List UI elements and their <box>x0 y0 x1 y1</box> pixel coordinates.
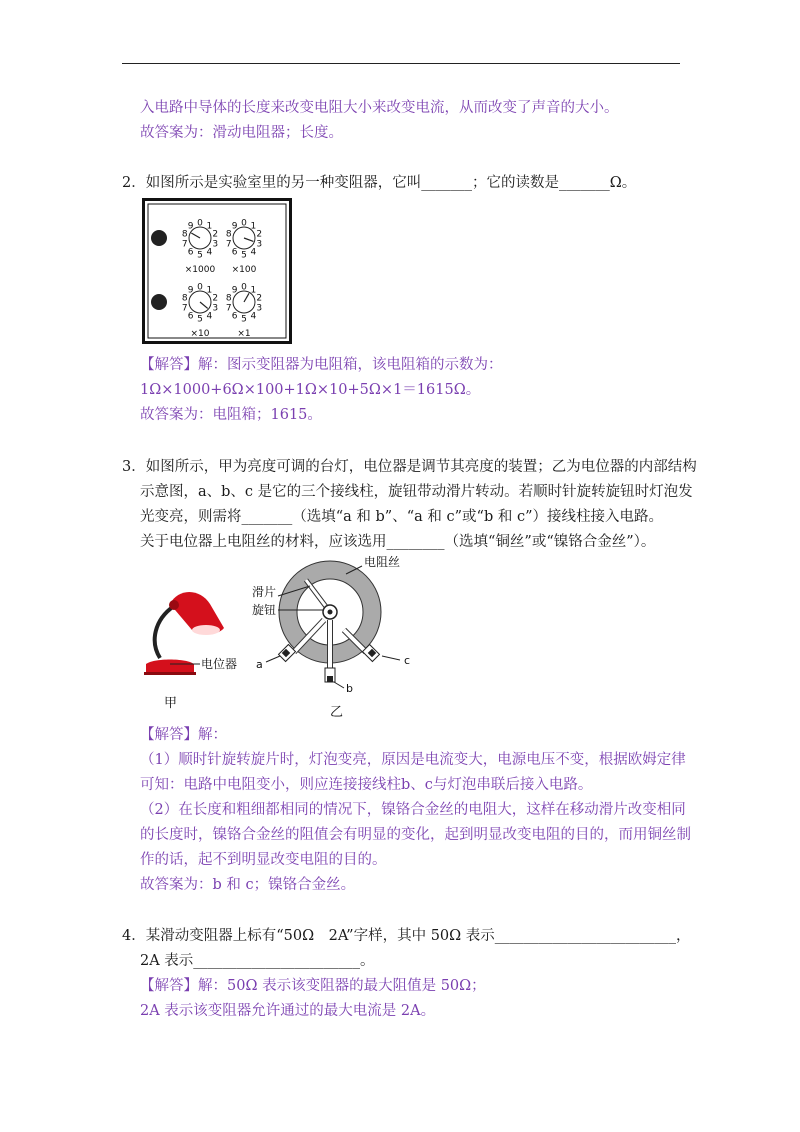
resistance-box-figure <box>142 198 292 344</box>
dial-digit: 6 <box>187 247 194 258</box>
desk-lamp-figure <box>134 580 254 710</box>
dial-digit: 3 <box>212 239 219 250</box>
question-4-line-2: 2A 表示_______________________。 <box>140 953 375 969</box>
dial-digit: 5 <box>241 250 247 261</box>
dial-multiplier: ×1 <box>237 329 251 339</box>
answer-4-line-1: 【解答】解：50Ω 表示该变阻器的最大阻值是 50Ω； <box>140 978 486 994</box>
label-slider: 滑片 <box>252 585 277 599</box>
label-terminal-c: c <box>404 654 411 667</box>
dial-digit: 6 <box>231 247 238 258</box>
answer-3-line-5: 作的话，起不到明显改变电阻的目的。 <box>140 852 387 868</box>
dial-digit: 2 <box>256 293 263 304</box>
dial-digit: 0 <box>241 218 247 229</box>
potentiometer-label: 电位器 <box>201 657 238 671</box>
dial-digit: 4 <box>250 247 257 258</box>
question-3-line-1: 3．如图所示，甲为亮度可调的台灯，电位器是调节其亮度的装置；乙为电位器的内部结构 <box>122 459 697 475</box>
dial-digit: 0 <box>197 282 203 293</box>
dial-digit: 4 <box>206 247 213 258</box>
answer-2-formula: 1Ω×1000+6Ω×100+1Ω×10+5Ω×1＝1615Ω。 <box>140 382 481 398</box>
dial-multiplier: ×100 <box>231 265 257 275</box>
answer-conclusion: 故答案为：滑动电阻器；长度。 <box>140 125 343 141</box>
answer-3-line-2: 可知：电路中电阻变小，则应连接接线柱b、c与灯泡串联后接入电路。 <box>140 777 593 793</box>
dial-digit: 9 <box>187 221 194 232</box>
caption-jia: 甲 <box>164 696 178 710</box>
dial-digit: 5 <box>197 250 203 261</box>
caption-yi: 乙 <box>330 705 344 720</box>
label-terminal-b: b <box>346 682 353 695</box>
answer-3-conclusion: 故答案为：b 和 c；镍铬合金丝。 <box>140 877 356 893</box>
dial-digit: 8 <box>225 293 232 304</box>
answer-3-line-1: （1）顺时针旋转旋片时，灯泡变亮，原因是电流变大，电源电压不变，根据欧姆定律 <box>140 752 686 768</box>
header-rule <box>122 63 680 64</box>
dial-digit: 1 <box>250 285 257 296</box>
dial-multiplier: ×1000 <box>184 265 216 275</box>
answer-2-conclusion: 故答案为：电阻箱；1615。 <box>140 407 322 423</box>
dial-digit: 6 <box>187 311 194 322</box>
question-3-line-4: 关于电位器上电阻丝的材料，应该选用________（选填“铜丝”或“镍铬合金丝”）。 <box>140 534 656 550</box>
dial-digit: 3 <box>256 239 263 250</box>
dial-digit: 9 <box>231 221 238 232</box>
question-3-line-2: 示意图，a、b、c 是它的三个接线柱，旋钮带动滑片转动。若顺时针旋转旋钮时灯泡发 <box>140 484 693 500</box>
question-2: 2．如图所示是实验室里的另一种变阻器，它叫_______；它的读数是_______Ω。 <box>122 175 637 191</box>
dial-digit: 3 <box>256 303 263 314</box>
question-4-line-1: 4．某滑动变阻器上标有“50Ω 2A”字样，其中 50Ω 表示_________________________， <box>122 928 691 944</box>
answer-3-heading: 【解答】解： <box>140 727 227 743</box>
answer-2-line-1: 【解答】解：图示变阻器为电阻箱，该电阻箱的示数为： <box>140 357 503 373</box>
terminal-knob-top <box>151 230 167 246</box>
label-terminal-a: a <box>256 658 263 671</box>
label-resistance-wire: 电阻丝 <box>364 555 401 569</box>
answer-4-line-2: 2A 表示该变阻器允许通过的最大电流是 2A。 <box>140 1003 436 1019</box>
dial-digit: 5 <box>241 314 247 325</box>
dial-digit: 7 <box>181 239 188 250</box>
answer-3-line-3: （2）在长度和粗细都相同的情况下，镍铬合金丝的电阻大，这样在移动滑片改变相同 <box>140 802 686 818</box>
answer-3-line-4: 的长度时，镍铬合金丝的阻值会有明显的变化，起到明显改变电阻的目的，而用铜丝制 <box>140 827 691 843</box>
answer-text-line: 入电路中导体的长度来改变电阻大小来改变电流，从而改变了声音的大小。 <box>140 100 619 116</box>
terminal-knob-bottom <box>151 294 167 310</box>
dial-digit: 6 <box>231 311 238 322</box>
dial-digit: 0 <box>197 218 203 229</box>
dial-digit: 4 <box>250 311 257 322</box>
dial-digit: 8 <box>181 229 188 240</box>
dial-digit: 8 <box>181 293 188 304</box>
label-knob: 旋钮 <box>252 603 277 617</box>
dial-digit: 1 <box>250 221 257 232</box>
dial-digit: 0 <box>241 282 247 293</box>
dial-digit: 4 <box>206 311 213 322</box>
dial-digit: 8 <box>225 229 232 240</box>
dial-digit: 7 <box>225 239 232 250</box>
dial-digit: 3 <box>212 303 219 314</box>
dial-digit: 9 <box>231 285 238 296</box>
potentiometer-structure-figure <box>250 550 430 720</box>
dial-digit: 7 <box>225 303 232 314</box>
dial-digit: 7 <box>181 303 188 314</box>
dial-digit: 1 <box>206 221 213 232</box>
dial-digit: 5 <box>197 314 203 325</box>
dial-digit: 2 <box>212 229 219 240</box>
dial-multiplier: ×10 <box>190 329 210 339</box>
dial-digit: 1 <box>206 285 213 296</box>
dial-digit: 2 <box>256 229 263 240</box>
dial-digit: 2 <box>212 293 219 304</box>
question-3-line-3: 光变亮，则需将_______（选填“a 和 b”、“a 和 c”或“b 和 c”）接线柱接入电路。 <box>140 509 663 525</box>
dial-digit: 9 <box>187 285 194 296</box>
